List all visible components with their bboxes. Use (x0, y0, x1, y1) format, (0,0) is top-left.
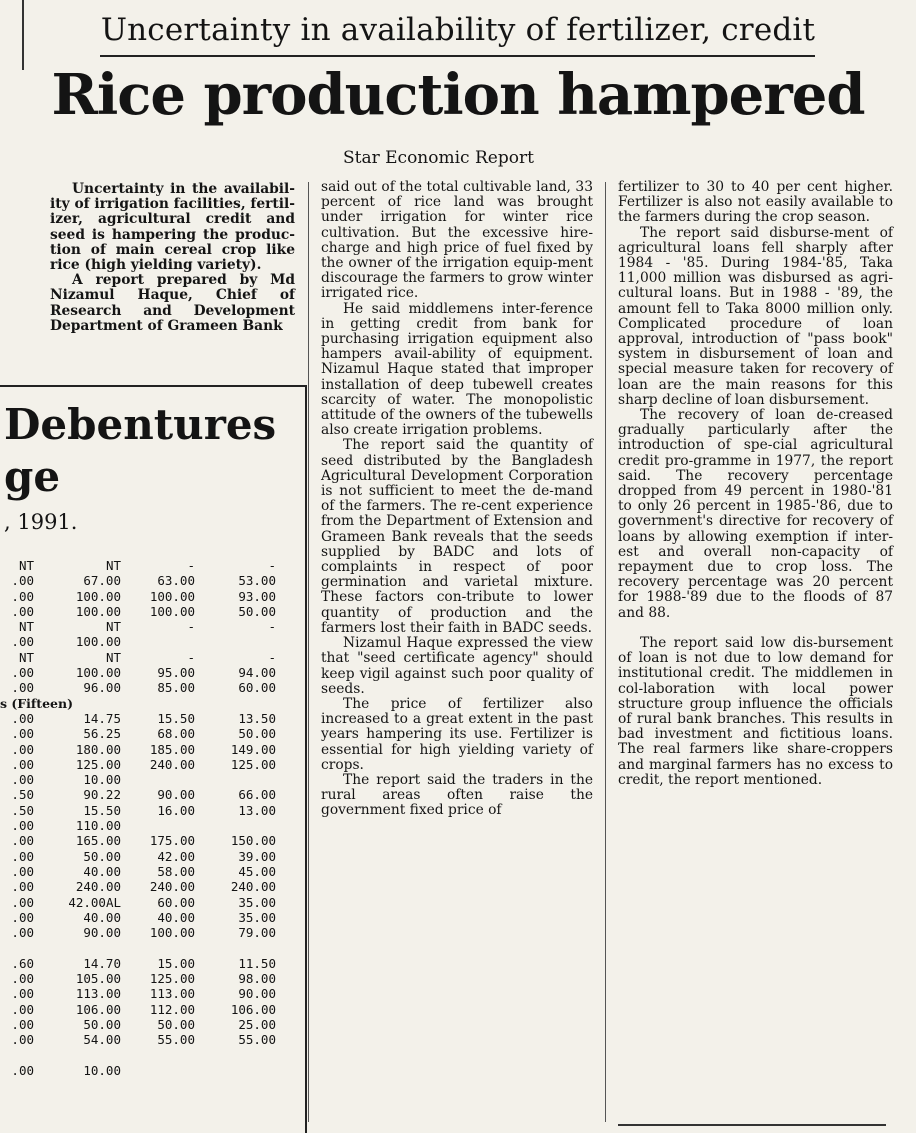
table-cell: 90.00 (238, 986, 276, 1002)
table-cell: 15.50 (83, 802, 121, 818)
table-cell: .00 (11, 634, 34, 650)
table-row (0, 1032, 290, 1047)
table-cell: .00 (11, 1016, 34, 1032)
paragraph: fertilizer to 30 to 40 per cent higher. Fertilizer is also not easily available to the farmers during the crop season. (618, 179, 893, 226)
debentures-box-border (0, 385, 306, 387)
table-cell: 40.00 (83, 909, 121, 925)
table-cell: 100.00 (75, 665, 121, 681)
paragraph: The report said the quantity of seed distributed by the Bangladesh Agricultural Development Corporation is not sufficient to meet the de-mand of the farmers. The re-cent experience from the Department of Extension and Grameen Bank reveals that the seeds supplied by BADC and lots of complaints in respect of poor germination and varietal mixture. These factors con-tribute to lower quantity of production and the farmers lost their faith in BADC seeds. (321, 437, 593, 636)
table-cell: 85.00 (157, 680, 195, 696)
table-cell: 240.00 (75, 879, 121, 895)
table-cell: 240.00 (230, 879, 276, 895)
table-row (0, 986, 290, 1001)
table-cell: 95.00 (157, 665, 195, 681)
table-cell: 125.00 (75, 756, 121, 772)
table-row (0, 971, 290, 986)
table-cell: .00 (11, 1062, 34, 1078)
table-cell: - (187, 558, 195, 573)
table-cell: 100.00 (149, 603, 195, 619)
table-cell: 106.00 (75, 1001, 121, 1017)
table-cell: .00 (11, 863, 34, 879)
article-column-1 (50, 182, 295, 334)
table-cell: 42.00 (157, 848, 195, 864)
table-row (0, 696, 290, 711)
table-cell: .60 (11, 955, 34, 971)
table-row (0, 849, 290, 864)
column-divider (605, 182, 606, 1122)
table-cell: .00 (11, 680, 34, 696)
table-cell: 240.00 (149, 879, 195, 895)
table-cell: 96.00 (83, 680, 121, 696)
table-row (0, 757, 290, 772)
table-cell: - (268, 649, 276, 665)
table-cell: 14.70 (83, 955, 121, 971)
table-cell: 50.00 (157, 1016, 195, 1032)
table-cell: 100.00 (149, 925, 195, 941)
table-cell: 50.00 (83, 1016, 121, 1032)
table-cell: .00 (11, 772, 34, 788)
table-cell: 60.00 (238, 680, 276, 696)
table-cell: 90.00 (83, 925, 121, 941)
table-cell: 13.50 (238, 710, 276, 726)
table-cell: .00 (11, 573, 34, 589)
table-cell: .50 (11, 802, 34, 818)
table-cell: 50.00 (238, 603, 276, 619)
table-cell: 110.00 (75, 818, 121, 834)
table-cell: 13.00 (238, 802, 276, 818)
table-cell: 63.00 (157, 573, 195, 589)
table-cell: 90.22 (83, 787, 121, 803)
table-row (0, 589, 290, 604)
table-cell: .00 (11, 741, 34, 757)
table-cell: - (268, 558, 276, 573)
table-row (0, 604, 290, 619)
table-cell: 113.00 (75, 986, 121, 1002)
table-cell: 149.00 (230, 741, 276, 757)
table-cell: .00 (11, 1001, 34, 1017)
table-cell: - (187, 649, 195, 665)
table-cell: 90.00 (157, 787, 195, 803)
table-cell: .00 (11, 756, 34, 772)
table-row (0, 650, 290, 665)
table-cell: - (268, 619, 276, 635)
table-row (0, 772, 290, 787)
article-column-2 (321, 180, 593, 819)
table-cell: 10.00 (83, 1062, 121, 1078)
table-cell: .00 (11, 894, 34, 910)
debentures-box-border (305, 385, 307, 1133)
table-cell: .50 (11, 787, 34, 803)
table-row (0, 925, 290, 940)
paragraph: The recovery of loan de-creased gradually particularly after the introduction of spe-cial agricultural credit pro-gramme in 1977, the report said. The recovery percentage dropped from 49 percent in 1980-'81 to only 26 percent in 1985-'86, due to government's directive for recovery of loans by allowing exemption if inter-est and overall non-capacity of repayment due to crop loss. The recovery percentage was 20 percent for 1988-'89 due to the floods of 87 and 88. (618, 407, 893, 621)
paragraph: said out of the total cultivable land, 33 percent of rice land was brought under irrigation for winter rice cultivation. But the excessive hire-charge and high price of fuel fixed by the owner of the irrigation equip-ment discourage the farmers to grow winter irrigated rice. (321, 179, 593, 302)
table-cell: - (187, 619, 195, 635)
table-cell: 55.00 (238, 1032, 276, 1048)
table-cell: .00 (11, 665, 34, 681)
table-cell: 100.00 (75, 588, 121, 604)
table-cell: NT (18, 649, 34, 665)
paragraph: The report said low dis-bursement of loan is not due to low demand for institutional credit. The middlemen in col-laboration with local power structure group influence the officials of rural bank branches. This results in bad investment and fictitious loans. The real farmers like share-croppers and marginal farmers has no excess to credit, the report mentioned. (618, 634, 893, 788)
table-cell: 112.00 (149, 1001, 195, 1017)
paragraph: Nizamul Haque expressed the view that "seed certificate agency" should keep vigil against such poor quality of seeds. (321, 635, 593, 697)
article-column-3 (618, 180, 893, 788)
table-cell: 53.00 (238, 573, 276, 589)
table-cell: 35.00 (238, 894, 276, 910)
table-cell: 58.00 (157, 863, 195, 879)
table-cell: 150.00 (230, 833, 276, 849)
table-cell: 40.00 (83, 863, 121, 879)
table-cell: 125.00 (230, 756, 276, 772)
table-cell: .00 (11, 1032, 34, 1048)
table-cell: 125.00 (149, 971, 195, 987)
table-row (0, 1063, 290, 1078)
table-cell: 67.00 (83, 573, 121, 589)
table-cell: 68.00 (157, 726, 195, 742)
table-cell: 42.00AL (68, 894, 121, 910)
table-cell: 54.00 (83, 1032, 121, 1048)
table-cell: 100.00 (149, 588, 195, 604)
debentures-title: Debentures (4, 400, 277, 449)
table-row (0, 956, 290, 971)
table-row (0, 619, 290, 634)
lead-paragraph: Uncertainty in the availabil-ity of irrigation facilities, fertil-izer, agricultural credit and seed is hampering the produc-tion of main cereal crop like rice (high yielding variety). (50, 181, 295, 274)
paragraph: A report prepared by Md Nizamul Haque, Chief of Research and Development Department of Grameen Bank (50, 272, 295, 334)
table-row (0, 895, 290, 910)
table-row (0, 910, 290, 925)
table-row (0, 726, 290, 741)
table-cell: .00 (11, 726, 34, 742)
paragraph: The report said the traders in the rural areas often raise the government fixed price of (321, 771, 593, 819)
table-cell: 98.00 (238, 971, 276, 987)
table-row (0, 634, 290, 649)
table-cell: 50.00 (238, 726, 276, 742)
table-cell: 16.00 (157, 802, 195, 818)
table-cell: 113.00 (149, 986, 195, 1002)
table-row (0, 864, 290, 879)
table-row (0, 558, 290, 573)
table-cell: .00 (11, 848, 34, 864)
table-cell: .00 (11, 925, 34, 941)
table-cell: 106.00 (230, 1001, 276, 1017)
column-divider (308, 182, 309, 1122)
table-cell: 10.00 (83, 772, 121, 788)
table-cell: 165.00 (75, 833, 121, 849)
table-row (0, 711, 290, 726)
table-row (0, 833, 290, 848)
kicker-headline: Uncertainty in availability of fertilizer, credit (100, 12, 816, 48)
paragraph: He said middlemens inter-ference in getting credit from bank for purchasing irrigation equipment also hampers avail-ability of equipment. Nizamul Haque stated that improper installation of deep tubewell creates scarcity of water. The monopolistic attitude of the owners of the tubewells also create irrigation problems. (321, 300, 593, 439)
table-cell: 94.00 (238, 665, 276, 681)
table-row (0, 879, 290, 894)
table-row (0, 742, 290, 757)
table-cell: 11.50 (238, 955, 276, 971)
table-cell: 39.00 (238, 848, 276, 864)
paragraph: The report said disburse-ment of agricultural loans fell sharply after 1984 - '85. During 1984-'85, Taka 11,000 million was disbursed as agri-cultural loans. But in 1988 - '89, the amount fell to Taka 8000 million only. Complicated procedure of loan approval, introduction of "pass book" system in disbursement of loan and special measure taken for recovery of loan are the main reasons for this sharp decline of loan disbursement. (618, 224, 893, 408)
table-cell: NT (18, 619, 34, 635)
table-cell: 100.00 (75, 603, 121, 619)
table-row (0, 940, 290, 955)
main-headline: Rice production hampered (51, 62, 865, 128)
table-cell: 55.00 (157, 1032, 195, 1048)
table-cell: 180.00 (75, 741, 121, 757)
table-cell: .00 (11, 833, 34, 849)
table-cell: 35.00 (238, 909, 276, 925)
table-cell: .00 (11, 710, 34, 726)
table-section-label: s (Fifteen) (0, 695, 73, 711)
paragraph: The price of fertilizer also increased to a great extent in the past years hampering its use. Fertilizer is essential for high yielding variety of crops. (321, 695, 593, 773)
table-cell: 66.00 (238, 787, 276, 803)
table-cell: 175.00 (149, 833, 195, 849)
debentures-subtitle: ge (4, 452, 61, 501)
table-cell: 93.00 (238, 588, 276, 604)
table-cell: 79.00 (238, 925, 276, 941)
table-row (0, 680, 290, 695)
table-cell: .00 (11, 971, 34, 987)
table-cell: NT (18, 558, 34, 573)
table-row (0, 1002, 290, 1017)
table-cell: 15.50 (157, 710, 195, 726)
table-cell: 100.00 (75, 634, 121, 650)
table-row (0, 1048, 290, 1063)
table-cell: .00 (11, 879, 34, 895)
table-cell: .00 (11, 986, 34, 1002)
table-row (0, 665, 290, 680)
table-cell: .00 (11, 588, 34, 604)
table-cell: 15.00 (157, 955, 195, 971)
table-cell: NT (105, 649, 121, 665)
kicker-underline (100, 55, 815, 57)
article-end-rule (618, 1124, 886, 1126)
table-cell: 25.00 (238, 1016, 276, 1032)
table-cell: 56.25 (83, 726, 121, 742)
table-row (0, 803, 290, 818)
table-row (0, 573, 290, 588)
byline: Star Economic Report (343, 148, 534, 168)
table-cell: 185.00 (149, 741, 195, 757)
table-cell: NT (105, 619, 121, 635)
debentures-date: , 1991. (4, 510, 78, 534)
table-cell: 50.00 (83, 848, 121, 864)
table-cell: 14.75 (83, 710, 121, 726)
table-row (0, 1017, 290, 1032)
table-cell: NT (105, 558, 121, 573)
table-row (0, 787, 290, 802)
debentures-price-table (0, 558, 290, 1078)
table-cell: 45.00 (238, 863, 276, 879)
table-cell: .00 (11, 603, 34, 619)
table-cell: 60.00 (157, 894, 195, 910)
table-row (0, 818, 290, 833)
table-cell: .00 (11, 818, 34, 834)
table-cell: 105.00 (75, 971, 121, 987)
table-cell: 40.00 (157, 909, 195, 925)
table-cell: 240.00 (149, 756, 195, 772)
table-cell: .00 (11, 909, 34, 925)
